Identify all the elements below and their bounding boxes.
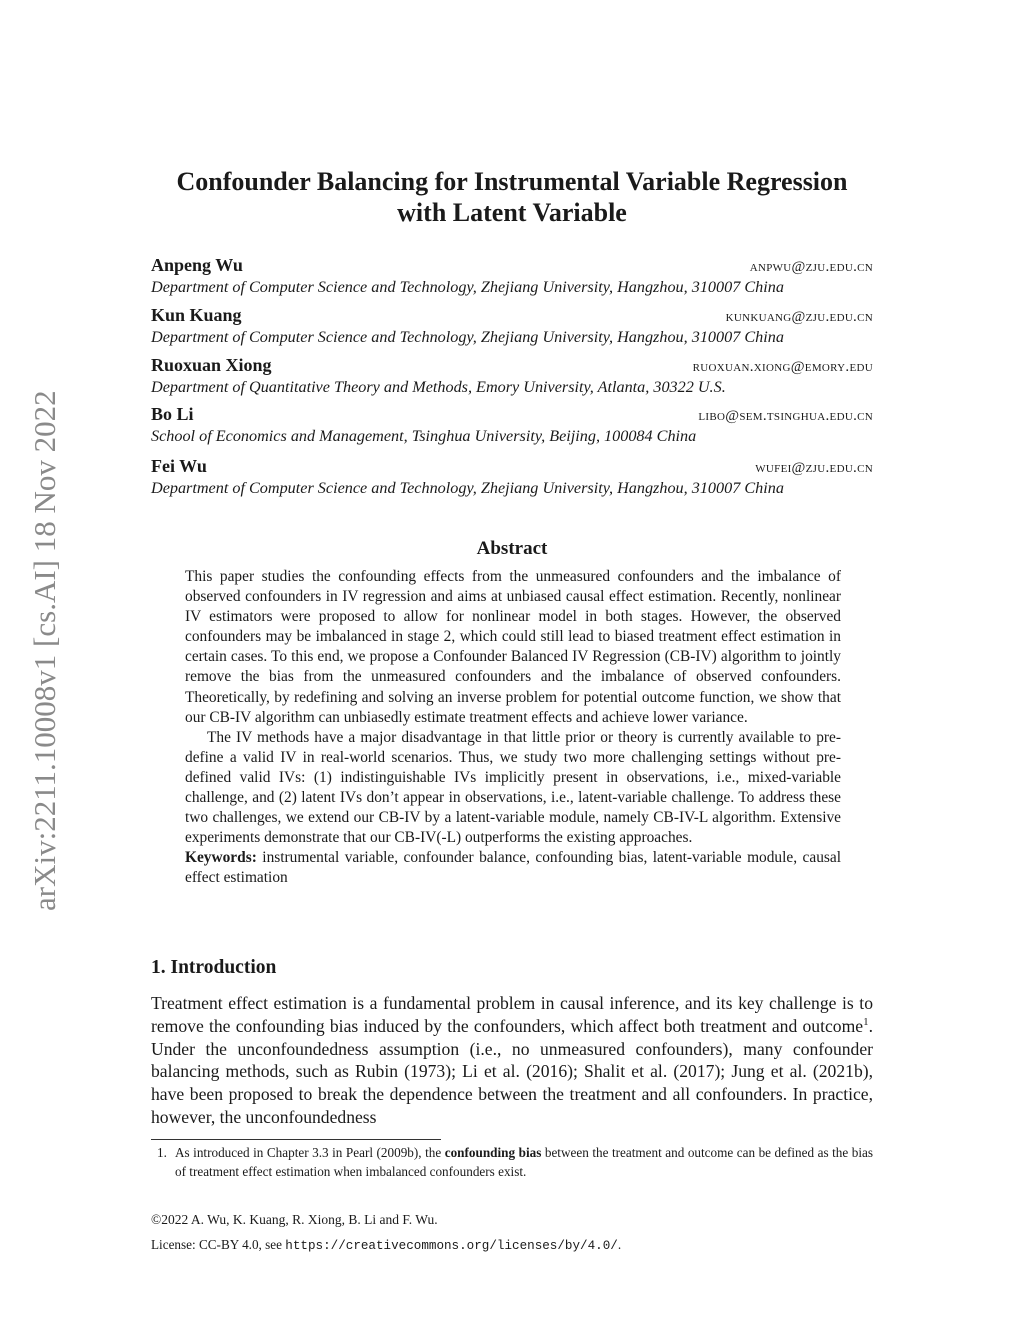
footnote-text: between the treatment and outcome can be defined as the bias of treatment effect estimation when imbalanced confounders exist. [175, 1145, 873, 1179]
author-affiliation: Department of Computer Science and Technology, Zhejiang University, Hangzhou, 310007 China [151, 479, 784, 497]
author-affiliation: Department of Quantitative Theory and Methods, Emory University, Atlanta, 30322 U.S. [151, 378, 726, 396]
abstract-body [185, 567, 841, 889]
author-block [151, 456, 873, 498]
abstract-paragraph: This paper studies the confounding effects from the unmeasured confounders and the imbalance of observed confounders in IV regression and aims at unbiased causal effect estimation. Recently, nonlinear IV estimators were proposed to allow for nonlinear model in both stages. However, the observed confounders may be imbalanced in stage 2, which could still lead to biased treatment effect estimation in certain cases. To this end, we propose a Confounder Balanced IV Regression (CB-IV) algorithm to jointly remove the bias from the unmeasured confounders and the imbalance of observed confounders. Theoretically, by redefining and solving an inverse problem for potential outcome function, we show that our CB-IV algorithm can unbiasedly estimate treatment effects and achieve lower variance. [185, 568, 841, 726]
author-email[interactable]: wufei@zju.edu.cn [755, 460, 873, 476]
footnote-text: As introduced in Chapter 3.3 in Pearl (2009b), the [175, 1145, 445, 1160]
author-email[interactable]: libo@sem.tsinghua.edu.cn [698, 408, 873, 424]
license-prefix: License: CC-BY 4.0, see [151, 1237, 286, 1252]
author-email[interactable]: kunkuang@zju.edu.cn [725, 309, 873, 325]
author-email[interactable]: anpwu@zju.edu.cn [749, 259, 873, 275]
section-heading-introduction: 1. Introduction [151, 957, 277, 978]
footnote [151, 1144, 873, 1181]
license-link[interactable]: https://creativecommons.org/licenses/by/4.0/ [285, 1239, 618, 1253]
copyright-notice: ©2022 A. Wu, K. Kuang, R. Xiong, B. Li and F. Wu. [151, 1212, 438, 1227]
footnote-mark: 1. [157, 1145, 167, 1160]
paper-title: Confounder Balancing for Instrumental Variable Regression with Latent Variable [176, 167, 848, 227]
author-affiliation: Department of Computer Science and Technology, Zhejiang University, Hangzhou, 310007 China [151, 278, 784, 296]
author-block [151, 355, 873, 397]
keywords-text: instrumental variable, confounder balance, confounding bias, latent-variable module, causal effect estimation [185, 849, 841, 887]
license-suffix: . [617, 1237, 622, 1252]
footnote-divider [151, 1139, 441, 1140]
keywords-label: Keywords: [185, 849, 257, 867]
author-block [151, 404, 873, 446]
license-notice [151, 1237, 621, 1253]
introduction-paragraph [151, 992, 873, 1129]
footnote-reference[interactable]: 1 [863, 1015, 869, 1028]
author-name: Bo Li [151, 404, 194, 424]
author-name: Anpeng Wu [151, 255, 243, 275]
arxiv-identifier-stamp: arXiv:2211.10008v1 [cs.AI] 18 Nov 2022 [27, 390, 62, 912]
footnote-bold-term: confounding bias [444, 1145, 542, 1160]
keywords [185, 848, 841, 888]
author-name: Fei Wu [151, 456, 207, 476]
abstract-paragraph: The IV methods have a major disadvantage in that little prior or theory is currently available to pre-define a valid IV in real-world scenarios. Thus, we study two more challenging settings without pre-defined valid IVs: (1) indistinguishable IVs implicitly present in observations, i.e., mixed-variable challenge, and (2) latent IVs don’t appear in observations, i.e., latent-variable challenge. To address these two challenges, we extend our CB-IV by a latent-variable module, namely CB-IV-L algorithm. Extensive experiments demonstrate that our CB-IV(-L) outperforms the existing approaches. [185, 728, 841, 847]
author-email[interactable]: ruoxuan.xiong@emory.edu [692, 359, 873, 375]
author-affiliation: Department of Computer Science and Technology, Zhejiang University, Hangzhou, 310007 China [151, 328, 784, 346]
intro-text: Treatment effect estimation is a fundamental problem in causal inference, and its key challenge is to remove the confounding bias induced by the confounders, which affect both treatment and outcome [151, 993, 873, 1036]
intro-text: . Under the unconfoundedness assumption (i.e., no unmeasured confounders), many confounder balancing methods, such as Rubin (1973); Li et al. (2016); Shalit et al. (2017); Jung et al. (2021b), have been proposed to break the dependence between the treatment and all confounders. In practice, however, the unconfoundedness [151, 1015, 873, 1127]
author-block [151, 305, 873, 347]
author-name: Kun Kuang [151, 305, 242, 325]
introduction-body [151, 992, 873, 1129]
author-affiliation: School of Economics and Management, Tsinghua University, Beijing, 100084 China [151, 427, 697, 445]
abstract-heading: Abstract [476, 538, 548, 559]
author-block [151, 255, 873, 297]
author-name: Ruoxuan Xiong [151, 355, 272, 375]
